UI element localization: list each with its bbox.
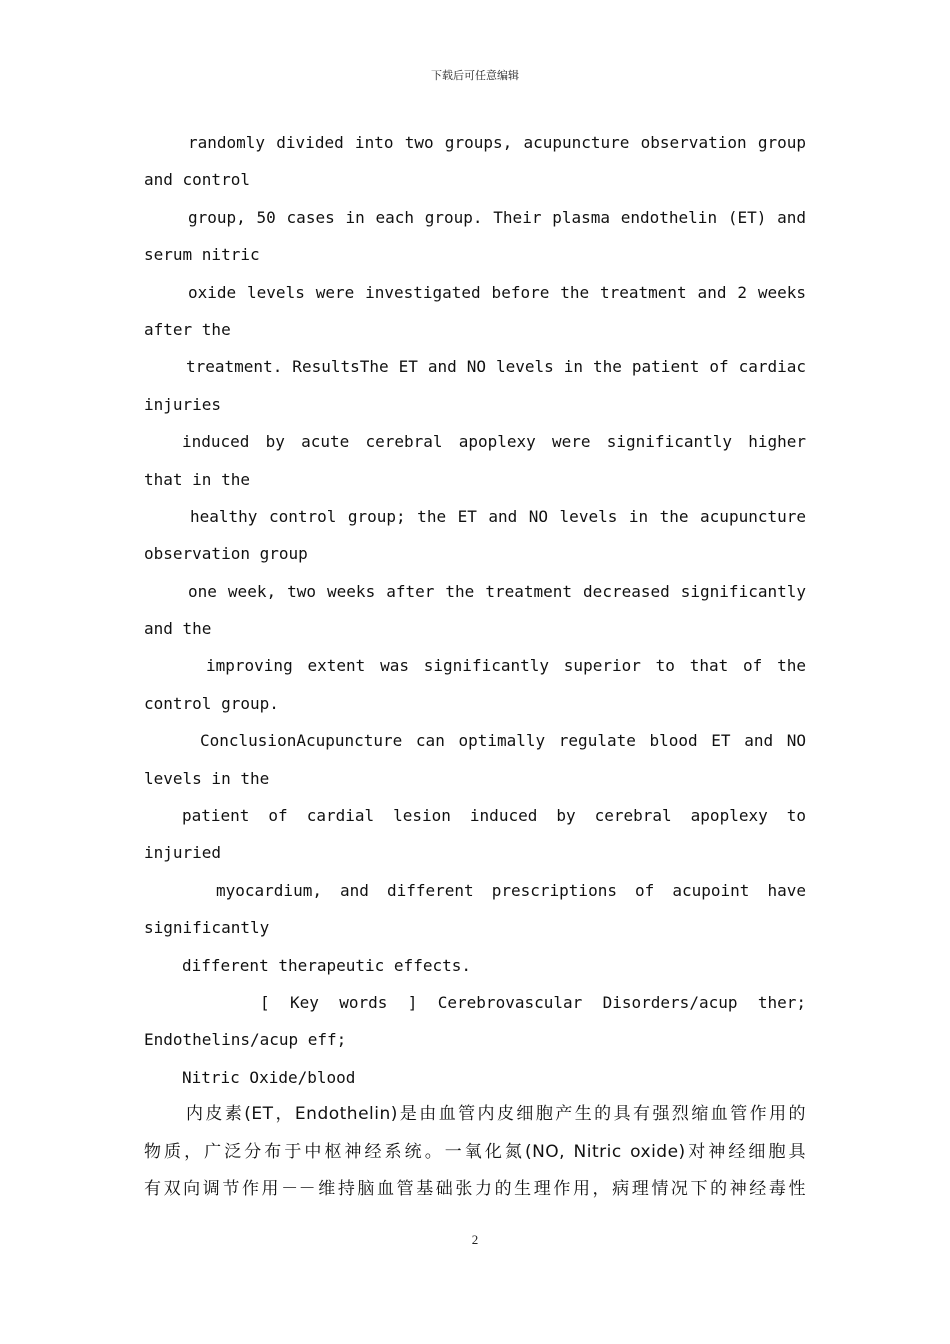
text-line: myocardium, and different prescriptions of acupoint have xyxy=(216,880,806,900)
text-line: injuried xyxy=(144,843,222,863)
text-line: patient of cardial lesion induced by cerebral apoplexy to xyxy=(182,806,806,826)
text-line: oxide levels were investigated before the treatment and 2 weeks xyxy=(188,282,806,302)
text-line: observation group xyxy=(144,544,308,564)
text-line: group, 50 cases in each group. Their plasma endothelin (ET) and xyxy=(188,207,806,227)
text-line: healthy control group; the ET and NO levels in the acupuncture xyxy=(190,506,806,526)
text-line: different therapeutic effects. xyxy=(182,955,471,975)
text-line: treatment. ResultsThe ET and NO levels in the patient of cardiac xyxy=(186,357,806,377)
chinese-text-line: 内皮素(ET，Endothelin)是由血管内皮细胞产生的具有强烈缩血管作用的 xyxy=(186,1104,806,1125)
text-line: after the xyxy=(144,319,231,339)
page-header: 下载后可任意编辑 xyxy=(431,69,519,82)
text-line: ConclusionAcupuncture can optimally regulate blood ET and NO xyxy=(200,731,806,751)
text-line: and the xyxy=(144,619,212,639)
text-line: induced by acute cerebral apoplexy were significantly higher xyxy=(182,432,806,452)
text-line: serum nitric xyxy=(144,245,260,265)
chinese-text-line: 物质，广泛分布于中枢神经系统。一氧化氮(NO, Nitric oxide)对神经细胞具 xyxy=(144,1141,806,1162)
text-line: control group. xyxy=(144,693,279,713)
text-line: one week, two weeks after the treatment decreased significantly xyxy=(188,581,806,601)
text-line: injuries xyxy=(144,394,222,414)
text-line: improving extent was significantly superior to that of the xyxy=(206,656,806,676)
text-line: randomly divided into two groups, acupuncture observation group xyxy=(188,133,806,152)
text-line: levels in the xyxy=(144,768,270,788)
text-line: that in the xyxy=(144,469,250,489)
text-line: and control xyxy=(144,170,250,190)
body-text xyxy=(144,124,806,1208)
keywords-line: [ Key words ] Cerebrovascular Disorders/acup ther; xyxy=(260,992,806,1012)
page-number: 2 xyxy=(471,1232,479,1247)
text-line: Nitric Oxide/blood xyxy=(182,1067,356,1087)
text-line: significantly xyxy=(144,918,270,938)
text-line: Endothelins/acup eff; xyxy=(144,1030,347,1050)
chinese-text-line: 有双向调节作用－－维持脑血管基础张力的生理作用，病理情况下的神经毒性 xyxy=(144,1178,806,1199)
